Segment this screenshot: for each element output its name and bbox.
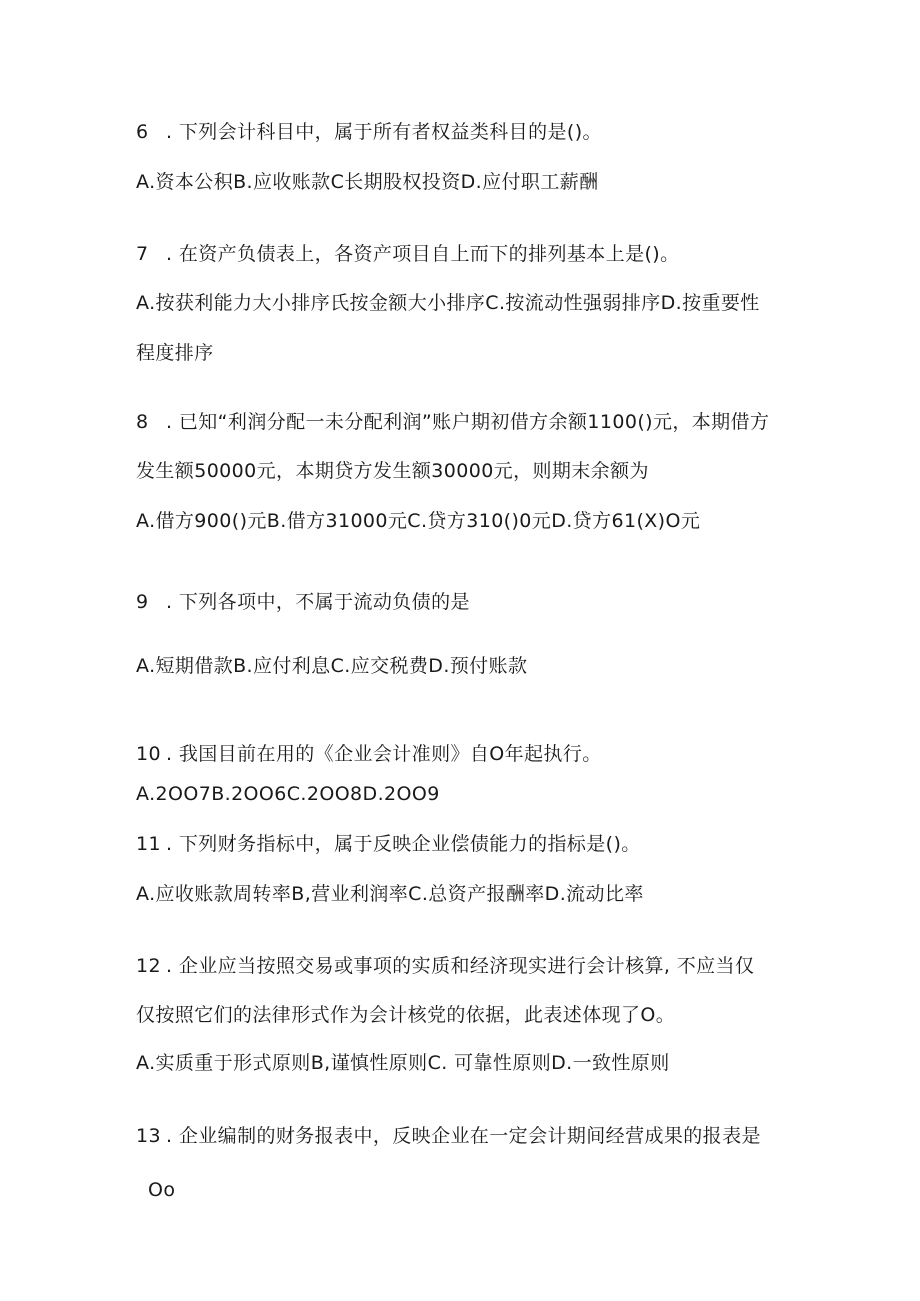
question-6-options: A.资本公积B.应收账款C长期股权投资D.应付职工薪酬: [136, 171, 599, 193]
question-number: 9: [136, 591, 149, 613]
question-6-stem: [136, 120, 602, 144]
question-text: . 下列各项中，不属于流动负债的是: [166, 591, 470, 613]
question-text: . 下列会计科目中，属于所有者权益类科目的是()。: [166, 121, 602, 143]
question-8-stem-cont: 发生额50000元，本期贷方发生额30000元，则期末余额为: [136, 460, 649, 482]
question-number: 6: [136, 121, 149, 143]
question-number: 13: [136, 1125, 161, 1147]
question-text: . 下列财务指标中，属于反映企业偿债能力的指标是()。: [166, 833, 641, 855]
question-text: . 已知“利润分配一未分配利润”账户期初借方余额1100()元，本期借方: [166, 411, 770, 433]
question-10-options: A.2OO7B.2OO6C.2OO8D.2OO9: [136, 783, 440, 805]
question-number: 10: [136, 743, 161, 765]
question-9-options: A.短期借款B.应付利息C.应交税费D.预付账款: [136, 655, 528, 677]
question-12-options: A.实质重于形式原则B,谨慎性原则C. 可靠性原则D.一致性原则: [136, 1052, 670, 1074]
question-number: 7: [136, 243, 149, 265]
question-7-stem: [136, 242, 680, 266]
question-number: 11: [136, 833, 161, 855]
question-11-options: A.应收账款周转率B,营业利润率C.总资产报酬率D.流动比率: [136, 883, 644, 905]
question-number: 8: [136, 411, 149, 433]
question-text: . 在资产负债表上，各资产项目自上而下的排列基本上是()。: [166, 243, 680, 265]
question-9-stem: [136, 590, 470, 614]
question-10-stem: [136, 742, 602, 766]
question-11-stem: [136, 832, 641, 856]
question-7-options-cont: 程度排序: [136, 342, 214, 364]
question-13-stem: [136, 1124, 761, 1148]
question-text: . 企业编制的财务报表中，反映企业在一定会计期间经营成果的报表是: [166, 1125, 761, 1147]
question-13-stem-cont: Oo: [148, 1179, 176, 1201]
question-12-stem: [136, 954, 754, 978]
question-number: 12: [136, 955, 161, 977]
question-7-options: A.按获利能力大小排序氏按金额大小排序C.按流动性强弱排序D.按重要性: [136, 292, 760, 314]
question-text: . 我国目前在用的《企业会计准则》自O年起执行。: [166, 743, 602, 765]
question-8-stem: [136, 410, 769, 434]
question-12-stem-cont: 仅按照它们的法律形式作为会计核党的依据，此表述体现了O。: [136, 1004, 676, 1026]
question-text: . 企业应当按照交易或事项的实质和经济现实进行会计核算, 不应当仅: [166, 955, 755, 977]
question-8-options: A.借方900()元B.借方31000元C.贷方310()0元D.贷方61(X)O元: [136, 510, 701, 532]
